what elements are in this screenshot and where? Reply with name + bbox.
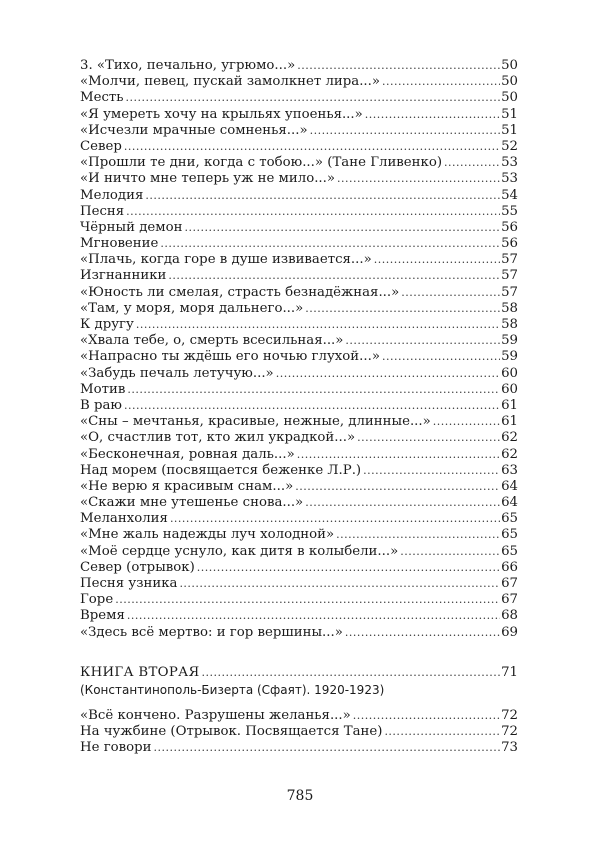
toc-entry-title: «Хвала тебе, о, смерть всесильная...» xyxy=(80,333,344,349)
toc-entry xyxy=(80,398,518,414)
spacer xyxy=(80,699,518,708)
toc-entry-title: «Я умереть хочу на крыльях упоенья...» xyxy=(80,106,363,122)
toc-entry xyxy=(80,724,518,740)
book2-page: 71 xyxy=(501,664,518,680)
toc-entry xyxy=(80,495,518,511)
toc-entry-title: В раю xyxy=(80,397,123,413)
toc-entry-page: 65 xyxy=(501,543,518,559)
toc-entry-page: 53 xyxy=(501,171,518,187)
dot-leader xyxy=(154,740,501,756)
toc-entry-title: «Напрасно ты ждёшь его ночью глухой...» xyxy=(80,349,380,365)
toc-entry-page: 50 xyxy=(501,58,518,73)
dot-leader xyxy=(201,665,500,681)
dot-leader xyxy=(310,123,501,139)
toc-entry-title: Месть xyxy=(80,90,124,106)
toc-entry-page: 64 xyxy=(501,478,518,494)
toc-entry xyxy=(80,139,518,155)
toc-entry-page: 61 xyxy=(501,414,518,430)
dot-leader xyxy=(145,188,500,204)
dot-leader xyxy=(179,576,500,592)
dot-leader xyxy=(384,724,500,740)
toc-entry-title: «Прошли те дни, когда с тобою...» (Тане Гливенко) xyxy=(80,155,443,171)
toc-entry-title: «Моё сердце уснуло, как дитя в колыбели...» xyxy=(80,543,399,559)
toc-entry xyxy=(80,333,518,349)
dot-leader xyxy=(382,74,500,90)
dot-leader xyxy=(363,463,500,479)
dot-leader xyxy=(374,252,500,268)
dot-leader xyxy=(337,171,500,187)
toc-entry-title: Меланхолия xyxy=(80,511,168,527)
dot-leader xyxy=(136,317,500,333)
toc-entry-page: 68 xyxy=(501,608,518,624)
dot-leader xyxy=(115,592,500,608)
toc-entry xyxy=(80,463,518,479)
toc-entry-title: Чёрный демон xyxy=(80,219,183,235)
toc-entry-page: 69 xyxy=(501,624,518,640)
toc-entry xyxy=(80,447,518,463)
toc-entry-title: «Плачь, когда горе в душе извивается...» xyxy=(80,252,372,268)
dot-leader xyxy=(126,90,501,106)
toc-entry-page: 54 xyxy=(501,187,518,203)
toc-entry-page: 60 xyxy=(501,381,518,397)
dot-leader xyxy=(433,414,500,430)
toc-entry-page: 58 xyxy=(501,300,518,316)
toc-entry xyxy=(80,317,518,333)
toc-entry xyxy=(80,58,518,74)
toc-entry-title: Мотив xyxy=(80,381,126,397)
toc-entry xyxy=(80,625,518,641)
toc-entry xyxy=(80,236,518,252)
toc-entry-title: Горе xyxy=(80,592,114,608)
toc-entry-title: Над морем (посвящается беженке Л.Р.) xyxy=(80,462,362,478)
toc-entry-title: Мгновение xyxy=(80,236,159,252)
dot-leader xyxy=(127,382,500,398)
toc-entry xyxy=(80,366,518,382)
toc-entry-page: 60 xyxy=(501,365,518,381)
toc-entry-page: 57 xyxy=(501,284,518,300)
dot-leader xyxy=(184,220,500,236)
toc-entry-page: 51 xyxy=(501,106,518,122)
toc-entry-title: «Мне жаль надежды луч холодной» xyxy=(80,527,335,543)
toc-entry-page: 63 xyxy=(501,462,518,478)
toc-entry-page: 53 xyxy=(501,155,518,171)
toc-entry xyxy=(80,188,518,204)
toc-entry-page: 72 xyxy=(501,724,518,740)
spacer xyxy=(80,641,518,665)
toc-entry-title: Песня узника xyxy=(80,576,178,591)
toc-entry-page: 59 xyxy=(501,333,518,349)
toc-entry xyxy=(80,155,518,171)
toc-entry xyxy=(80,479,518,495)
toc-entry xyxy=(80,430,518,446)
toc-entry-page: 62 xyxy=(501,430,518,446)
toc-entry xyxy=(80,252,518,268)
toc-entry xyxy=(80,123,518,139)
toc-entry-title: «Всё кончено. Разрушены желанья...» xyxy=(80,707,351,723)
dot-leader xyxy=(127,608,500,624)
toc-entry-page: 73 xyxy=(501,740,518,756)
toc-entry xyxy=(80,74,518,90)
toc-entry-title: «Исчезли мрачные сомненья...» xyxy=(80,122,308,138)
toc-entry-title: «Бесконечная, ровная даль...» xyxy=(80,446,295,462)
toc-entry-title: Не говори xyxy=(80,740,152,756)
toc-entry-title: Север (отрывок) xyxy=(80,559,195,575)
toc-entry-page: 61 xyxy=(501,397,518,413)
toc-entry xyxy=(80,576,518,592)
toc-entry-title: 3. «Тихо, печально, угрюмо...» xyxy=(80,58,296,73)
toc-entry xyxy=(80,285,518,301)
dot-leader xyxy=(124,398,500,414)
toc-entry xyxy=(80,220,518,236)
dot-leader xyxy=(401,285,500,301)
toc-entry xyxy=(80,268,518,284)
toc-entry-title: Север xyxy=(80,138,122,154)
toc-entry xyxy=(80,560,518,576)
page-number: 785 xyxy=(286,788,314,804)
dot-leader xyxy=(160,236,500,252)
dot-leader xyxy=(124,139,500,155)
dot-leader xyxy=(197,560,500,576)
toc-entry xyxy=(80,544,518,560)
dot-leader xyxy=(382,349,500,365)
dot-leader xyxy=(170,511,500,527)
book2-subtitle: (Константинополь-Бизерта (Сфаят). 1920-1923) xyxy=(80,682,385,697)
book2-heading-row xyxy=(80,665,518,681)
toc-entry-page: 62 xyxy=(501,446,518,462)
toc-entry-page: 67 xyxy=(501,576,518,591)
toc-entry-title: К другу xyxy=(80,317,134,332)
toc-entry-title: «Там, у моря, моря дальнего...» xyxy=(80,300,304,316)
toc-entry-page: 51 xyxy=(501,122,518,138)
dot-leader xyxy=(305,301,500,317)
dot-leader xyxy=(444,155,500,171)
toc-entry-title: Мелодия xyxy=(80,187,144,203)
toc-entry-title: «Забудь печаль летучую...» xyxy=(80,365,274,381)
toc-entry-title: «Не верю я красивым снам...» xyxy=(80,478,294,494)
toc-entry-title: «О, счастлив тот, кто жил украдкой...» xyxy=(80,430,356,446)
toc-entry xyxy=(80,527,518,543)
toc-entry-title: Изгнанники xyxy=(80,268,167,284)
dot-leader xyxy=(345,333,500,349)
toc-entry xyxy=(80,349,518,365)
dot-leader xyxy=(345,625,500,641)
toc-entry-page: 57 xyxy=(501,252,518,268)
toc-entry-page: 56 xyxy=(501,236,518,252)
toc-entry-page: 58 xyxy=(501,317,518,332)
toc-entry-page: 59 xyxy=(501,349,518,365)
dot-leader xyxy=(126,204,500,220)
toc-entry-title: Время xyxy=(80,608,125,624)
dot-leader xyxy=(353,708,500,724)
toc-entry xyxy=(80,90,518,106)
toc-entry-title: «Юность ли смелая, страсть безнадёжная...» xyxy=(80,284,400,300)
toc-entry-page: 50 xyxy=(501,74,518,90)
dot-leader xyxy=(276,366,500,382)
toc-entry xyxy=(80,171,518,187)
toc-entry xyxy=(80,708,518,724)
dot-leader xyxy=(357,430,500,446)
toc-entry-page: 64 xyxy=(501,495,518,511)
toc-entry-page: 66 xyxy=(501,559,518,575)
dot-leader xyxy=(295,479,500,495)
toc-entry xyxy=(80,511,518,527)
toc-entry-page: 55 xyxy=(501,203,518,219)
dot-leader xyxy=(297,447,500,463)
toc-entry-title: «Здесь всё мертво: и гор вершины...» xyxy=(80,624,343,640)
toc-list-part1 xyxy=(80,58,518,641)
table-of-contents xyxy=(80,58,518,757)
toc-entry xyxy=(80,592,518,608)
toc-entry xyxy=(80,740,518,756)
dot-leader xyxy=(168,268,500,284)
toc-entry xyxy=(80,382,518,398)
toc-entry-title: «Молчи, певец, пускай замолкнет лира...» xyxy=(80,74,381,90)
dot-leader xyxy=(305,495,500,511)
toc-entry-page: 57 xyxy=(501,268,518,284)
toc-entry-title: Песня xyxy=(80,203,125,219)
toc-entry xyxy=(80,107,518,123)
toc-entry xyxy=(80,204,518,220)
toc-entry-title: «Сны – мечтанья, красивые, нежные, длинные...» xyxy=(80,414,431,430)
dot-leader xyxy=(297,58,500,74)
toc-entry-page: 67 xyxy=(501,592,518,608)
toc-entry-page: 72 xyxy=(501,707,518,723)
dot-leader xyxy=(365,107,500,123)
toc-entry-title: «Скажи мне утешенье снова...» xyxy=(80,495,304,511)
dot-leader xyxy=(336,527,500,543)
toc-entry-page: 65 xyxy=(501,527,518,543)
toc-entry-title: «И ничто мне теперь уж не мило...» xyxy=(80,171,336,187)
dot-leader xyxy=(400,544,500,560)
toc-entry-title: На чужбине (Отрывок. Посвящается Тане) xyxy=(80,724,383,740)
toc-entry-page: 52 xyxy=(501,138,518,154)
toc-entry xyxy=(80,608,518,624)
book2-title: КНИГА ВТОРАЯ xyxy=(80,664,200,680)
toc-entry-page: 56 xyxy=(501,219,518,235)
toc-entry xyxy=(80,301,518,317)
toc-list-part2 xyxy=(80,708,518,757)
toc-entry-page: 65 xyxy=(501,511,518,527)
toc-entry-page: 50 xyxy=(501,90,518,106)
toc-entry xyxy=(80,414,518,430)
